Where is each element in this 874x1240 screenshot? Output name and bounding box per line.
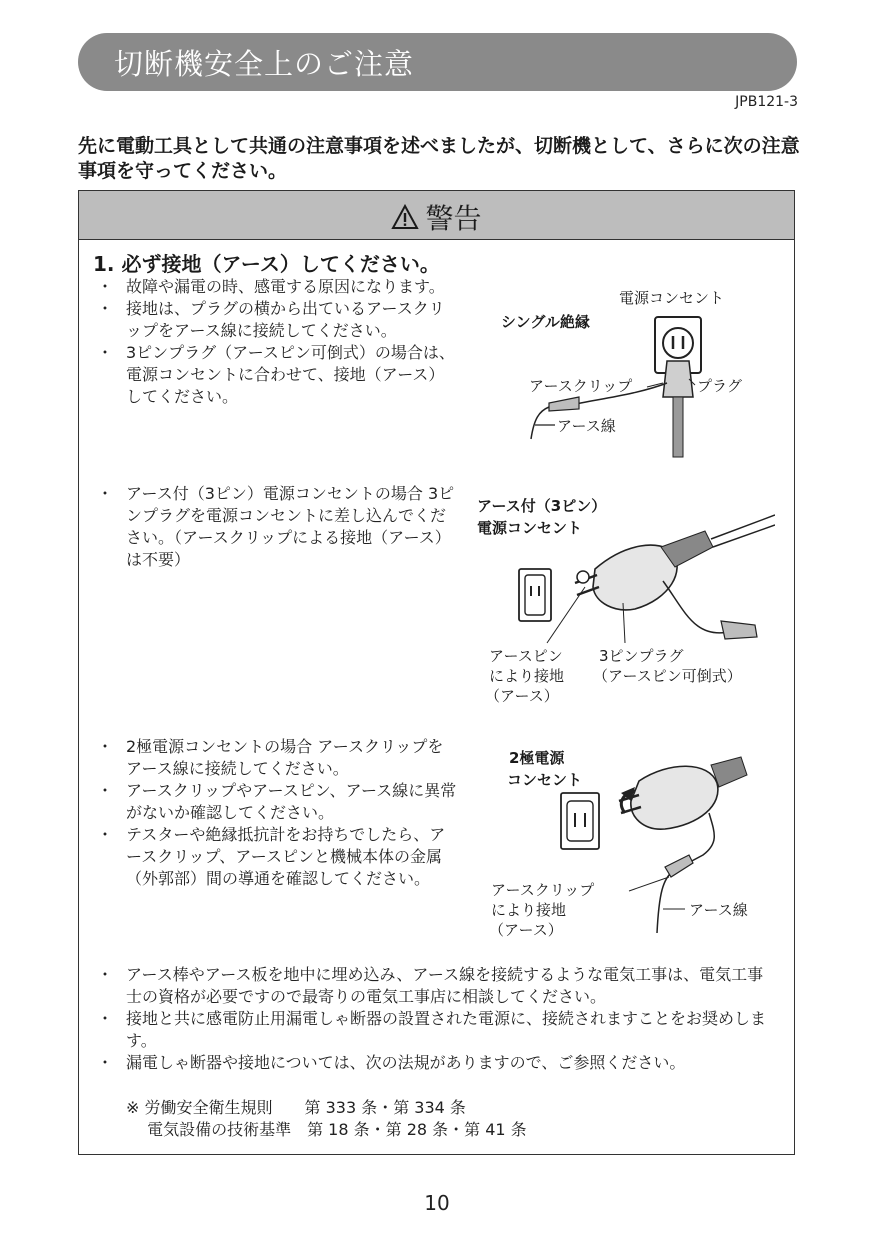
- bullet-list-full: [79, 964, 779, 1074]
- 3pin-plug-label: 3ピンプラグ: [599, 647, 684, 665]
- list-item: ・ 接地は、プラグの横から出ているアースクリップをアース線に接続してください。: [97, 299, 445, 340]
- warning-box: [78, 190, 795, 1155]
- plug-icon: [663, 361, 693, 397]
- earth-pin-label: （アース）: [485, 687, 559, 705]
- list-item: ・ アース付（3ピン）電源コンセントの場合 3ピンプラグを電源コンセントに差し込んでください。（アースクリップによる接地（アース）は不要）: [97, 484, 455, 569]
- page-header-bar: [78, 33, 797, 91]
- wire-label: アース線: [557, 417, 616, 435]
- bullet-list-group3: [79, 736, 459, 890]
- 3pin-plug-label: （アースピン可倒式）: [593, 667, 742, 685]
- outlet-label: 電源コンセント: [619, 289, 725, 307]
- figure-title: アース付（3ピン）: [477, 497, 607, 515]
- figure-title: 2極電源: [509, 749, 565, 767]
- list-item: ・ 接地と共に感電防止用漏電しゃ断器の設置された電源に、接続されますことをお奨めします。: [97, 1009, 767, 1050]
- earth-clip-label: アースクリップ: [491, 881, 595, 899]
- figure-single-insulation: [489, 279, 789, 459]
- warning-heading: 警告: [425, 202, 482, 235]
- section-title: 1. 必ず接地（アース）してください。: [93, 252, 440, 276]
- law-line: ※ 労働安全衛生規則 第 333 条・第 334 条: [126, 1098, 466, 1117]
- 3pin-plug-icon: [593, 545, 677, 610]
- list-item: ・ 漏電しゃ断器や接地については、次の法規がありますので、ご参照ください。: [97, 1053, 686, 1072]
- list-item: ・ テスターや絶縁抵抗計をお持ちでしたら、アースクリップ、アースピンと機械本体の金属（外郭部）間の導通を確認してください。: [97, 825, 446, 888]
- earth-clip-label: （アース）: [489, 921, 563, 939]
- list-item: ・ 2極電源コンセントの場合 アースクリップをアース線に接続してください。: [97, 737, 444, 778]
- bullet-list-group2: [79, 483, 459, 571]
- figure-title: シングル絶縁: [501, 313, 590, 331]
- list-item: ・ アース棒やアース板を地中に埋め込み、アース線を接続するような電気工事は、電気工事士の資格が必要ですので最寄りの電気工事店に相談してください。: [97, 965, 764, 1006]
- law-line: 電気設備の技術基準 第 18 条・第 28 条・第 41 条: [126, 1120, 527, 1139]
- list-item: ・ アースクリップやアースピン、アース線に異常がないか確認してください。: [97, 781, 457, 822]
- figure-title: コンセント: [507, 771, 583, 789]
- figure-3pin-outlet: [475, 491, 775, 706]
- earth-clip-label: により接地: [491, 901, 567, 919]
- clip-label: アースクリップ: [529, 377, 633, 395]
- earth-pin-label: により接地: [489, 667, 565, 685]
- warning-triangle-icon: [391, 204, 419, 230]
- law-references: [126, 1097, 527, 1141]
- plug-label: プラグ: [697, 377, 743, 395]
- page-title: 切断機安全上のご注意: [114, 47, 415, 81]
- document-code: JPB121-3: [735, 94, 798, 110]
- list-item: ・ 3ピンプラグ（アースピン可倒式）の場合は、電源コンセントに合わせて、接地（アース）してください。: [97, 343, 455, 406]
- list-item: ・ 故障や漏電の時、感電する原因になります。: [97, 277, 445, 296]
- figure-title: 電源コンセント: [477, 519, 583, 537]
- page-number: 10: [424, 1191, 450, 1215]
- wire-label: アース線: [689, 901, 748, 919]
- warning-header: [79, 191, 794, 240]
- intro-text: 先に電動工具として共通の注意事項を述べましたが、切断機として、さらに次の注意事項を守ってください。: [78, 135, 800, 182]
- 2pole-plug-icon: [631, 766, 718, 829]
- bullet-list-group1: [79, 276, 459, 408]
- earth-pin-label: アースピン: [489, 647, 563, 665]
- figure-2pole-outlet: [489, 743, 779, 943]
